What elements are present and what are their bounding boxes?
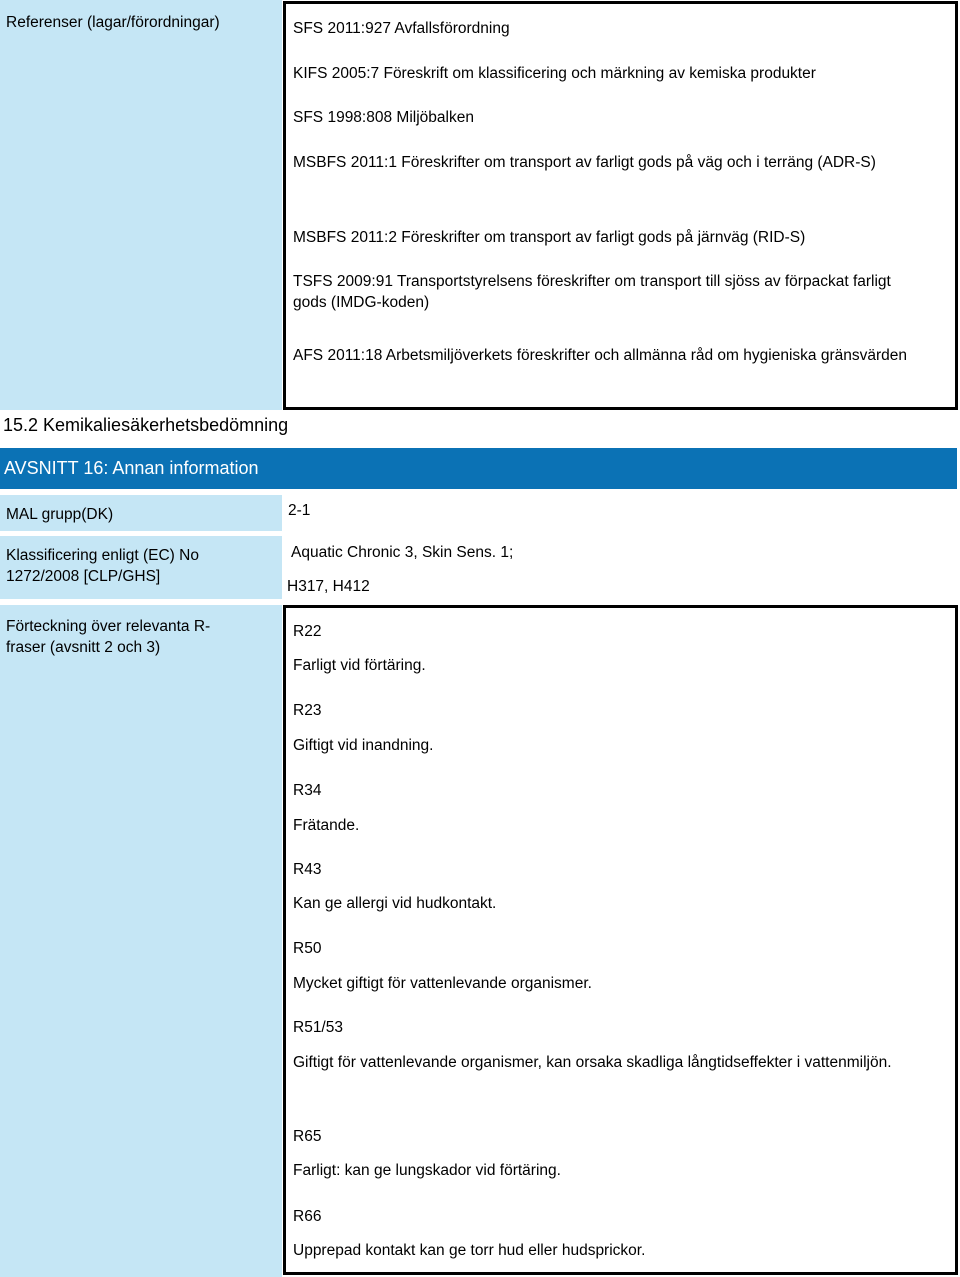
r-phrases-label: Förteckning över relevanta R-fraser (avsnitt 2 och 3): [6, 618, 211, 656]
mal-group-value: 2-1: [288, 502, 311, 519]
r-phrase-text: Giftigt för vattenlevande organismer, kan orsaka skadliga långtidseffekter i vattenmiljön.: [293, 1054, 892, 1071]
classification-label: Klassificering enligt (EC) No 1272/2008 [CLP/GHS]: [6, 547, 199, 585]
reference-item: KIFS 2005:7 Föreskrift om klassificering och märkning av kemiska produkter: [293, 65, 816, 82]
mal-group-label: MAL grupp(DK): [6, 506, 114, 523]
classification-line-1: Aquatic Chronic 3, Skin Sens. 1;: [291, 544, 514, 561]
subsection-15-2-heading: 15.2 Kemikaliesäkerhetsbedömning: [3, 415, 289, 435]
reference-item: SFS 1998:808 Miljöbalken: [293, 109, 474, 126]
section-16-title: AVSNITT 16: Annan information: [4, 458, 259, 478]
r-phrase-text: Upprepad kontakt kan ge torr hud eller hudsprickor.: [293, 1242, 646, 1259]
r-phrase-text: Farligt: kan ge lungskador vid förtäring.: [293, 1162, 561, 1179]
reference-item: AFS 2011:18 Arbetsmiljöverkets föreskrifter och allmänna råd om hygieniska gränsvärden: [293, 347, 907, 364]
r-phrase-text: Giftigt vid inandning.: [293, 737, 434, 754]
r-phrase-code: R23: [293, 702, 322, 719]
r-phrase-code: R65: [293, 1128, 322, 1145]
reference-item: SFS 2011:927 Avfallsförordning: [293, 20, 510, 37]
r-phrase-code: R51/53: [293, 1019, 343, 1036]
r-phrase-code: R50: [293, 940, 322, 957]
references-label-cell: [0, 0, 282, 410]
r-phrase-text: Frätande.: [293, 817, 360, 834]
r-phrase-code: R43: [293, 861, 322, 878]
r-phrase-text: Farligt vid förtäring.: [293, 657, 426, 674]
r-phrase-code: R34: [293, 782, 322, 799]
reference-item: MSBFS 2011:1 Föreskrifter om transport av farligt gods på väg och i terräng (ADR-S): [293, 154, 876, 171]
r-phrases-label-cell: [0, 605, 282, 1277]
references-label: Referenser (lagar/förordningar): [6, 14, 220, 31]
classification-line-2: H317, H412: [287, 578, 370, 595]
r-phrase-text: Mycket giftigt för vattenlevande organismer.: [293, 975, 592, 992]
r-phrase-text: Kan ge allergi vid hudkontakt.: [293, 895, 497, 912]
r-phrase-code: R22: [293, 623, 322, 640]
reference-item: MSBFS 2011:2 Föreskrifter om transport av farligt gods på järnväg (RID-S): [293, 229, 806, 246]
reference-item: TSFS 2009:91 Transportstyrelsens föreskrifter om transport till sjöss av förpackat farligt gods (IMDG-koden): [293, 273, 891, 311]
r-phrase-code: R66: [293, 1208, 322, 1225]
